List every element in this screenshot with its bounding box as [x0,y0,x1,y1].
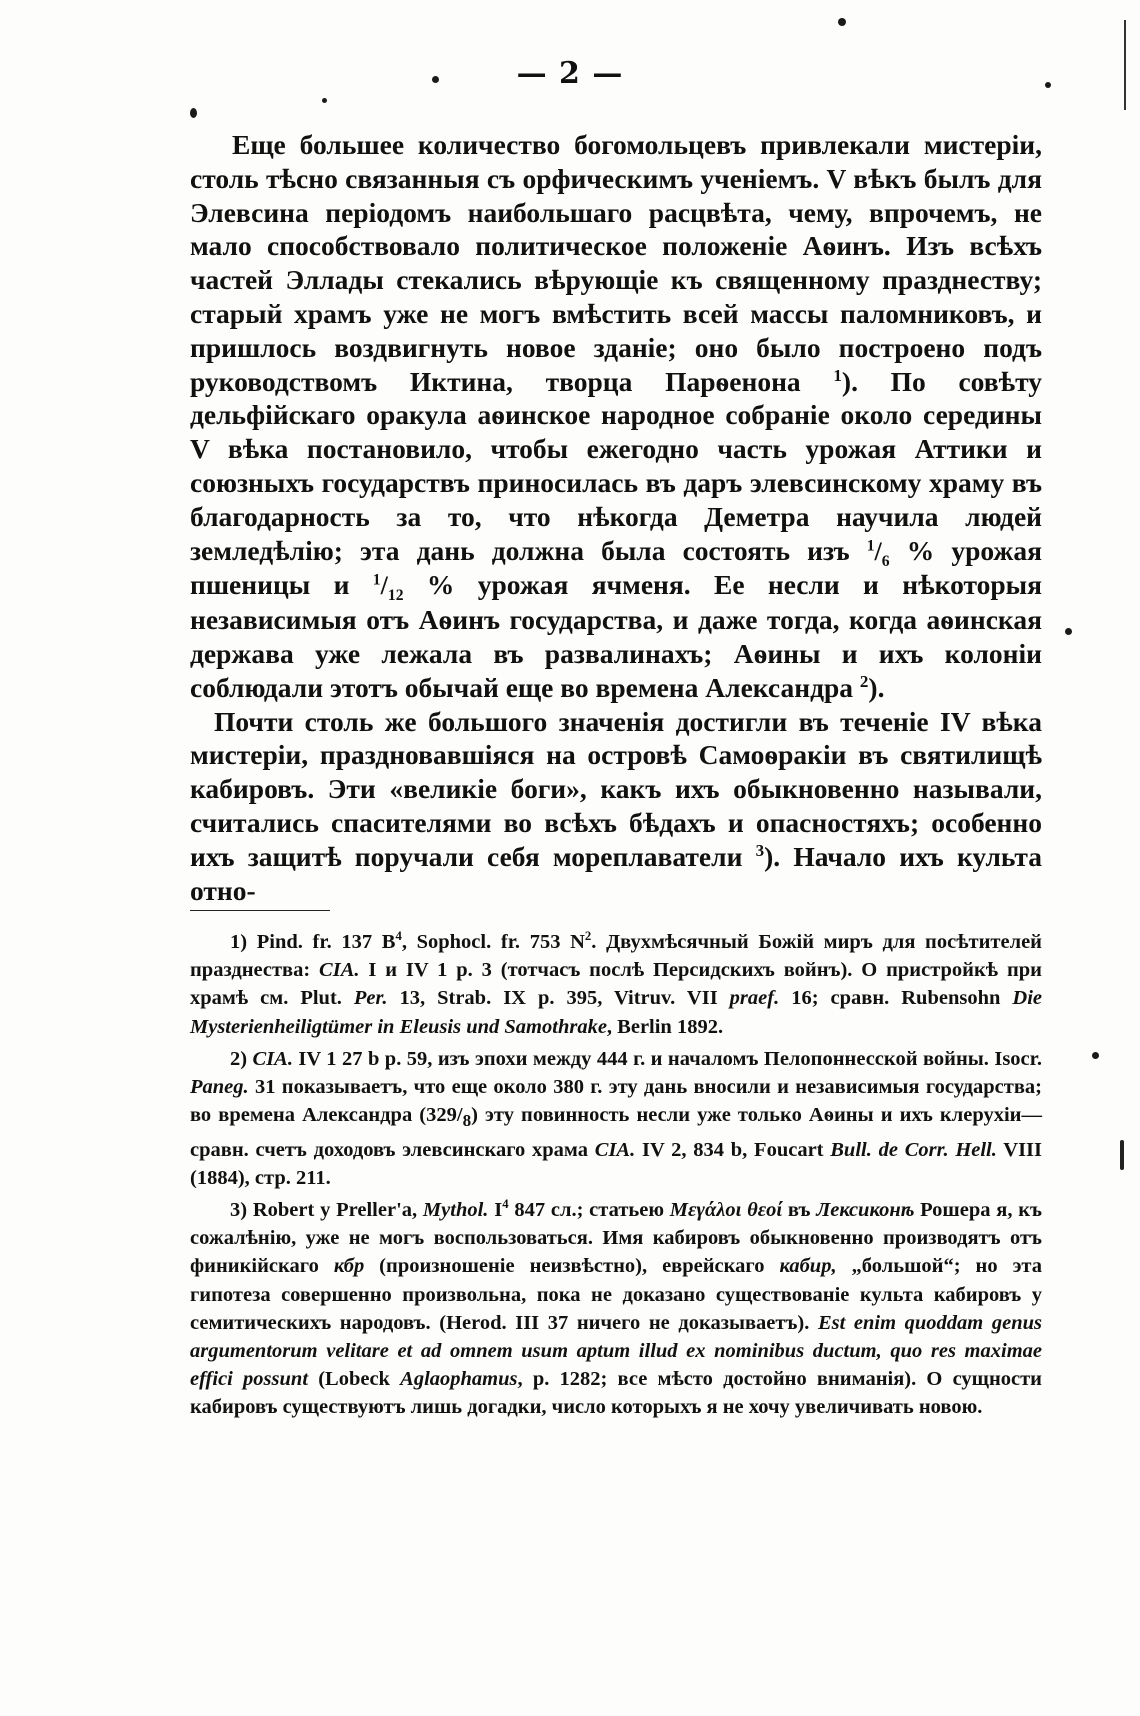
fraction: $^1/_{12}$ [372,571,404,605]
paragraph: Почти столь же большого значенія достигли въ теченіе IV вѣка мистеріи, праздновавшіяся на островѣ Самоѳракіи въ святилищѣ кабировъ. Эти «великіе боги», какъ ихъ обыкновенно называли, считались спасителями во всѣхъ бѣдахъ и опасностяхъ; особенно ихъ защитѣ поручали себя мореплаватели $^3$). Начало ихъ культа отно- [190,705,1042,906]
print-speck [1092,1052,1099,1059]
footnote-ref: 1 [833,365,842,385]
page-edge-mark-lower [1120,1140,1124,1170]
fraction: $^1/_6$ [866,536,890,570]
footnote-separator [190,910,330,911]
print-speck [190,108,197,118]
paragraph: Еще большее количество богомольцевъ привлекали мистеріи, столь тѣсно связанныя съ орфическимъ ученіемъ. V вѣкъ былъ для Элевсина періодомъ наибольшаго расцвѣта, чему, впрочемъ, не мало способствовало политическое положеніе Аѳинъ. Изъ всѣхъ частей Эллады стекались вѣрующіе къ священному празднеству; старый храмъ уже не могъ вмѣстить всей массы паломниковъ, и пришлось воздвигнуть новое зданіе; оно было построено подъ руководствомъ Иктина, творца Парѳенона $^1$). По совѣту дельфійскаго оракула аѳинское народное собраніе около середины V вѣка постановило, чтобы ежегодно часть урожая Аттики и союзныхъ государствъ приносилась въ даръ элевсинскому храму въ благодарность за то, что нѣкогда Деметра научила людей земледѣлію; эта дань должна была состоять изъ $^1/_6$ % урожая пшеницы и $^1/_{12}$ % урожая ячменя. Ее несли и нѣкоторыя независимыя отъ Аѳинъ государства, и даже тогда, когда аѳинская держава уже лежала въ развалинахъ; Аѳины и ихъ колоніи соблюдали этотъ обычай еще во времена Александра $^2$). [190,129,1043,703]
footnote-ref: 2 [859,671,869,691]
print-speck [1065,628,1072,635]
print-speck [322,98,327,103]
footnote-3: 3) Robert у Preller'a, Mythol. $I^4$ 847 сл.; статьею Μεγάλοι θεοί въ Лексиконѣ Рошера я, къ сожалѣнію, уже не могъ воспользоваться. Имя кабировъ обыкновенно производятъ отъ финикійскаго кбр (произношеніе неизвѣстно), еврейскаго кабир, „большой“; но эта гипотеза совершенно произвольна, пока не доказано существованіе культа кабировъ у семитическихъ народовъ. (Herod. III 37 ничего не доказываетъ). Est enim quoddam genus argumentorum velitare et ad omnem usum aptum illud ex nominibus ductum, quo res maximae effici possunt (Lobeck Aglaophamus, p. 1282; все мѣсто достойно вниманія). О сущности кабировъ существуютъ лишь догадки, число которыхъ я не хочу увеличивать новою. [190,1197,1043,1419]
footnote-2: 2) CIA. IV 1 27 b p. 59, изъ эпохи между 444 г. и началомъ Пелопоннесской войны. Isocr. Paneg. 31 показываетъ, что еще около 380 г. эту дань вносили и независимыя государства; во времена Александра $(329/_8)$ эту повинность несли уже только Аѳины и ихъ клерухіи—сравн. счетъ доходовъ элевсинскаго храма CIA. IV 2, 834 b, Foucart Bull. de Corr. Hell. VIII (1884), стр. 211. [190,1047,1043,1189]
footnote-1: 1) Pind. fr. 137 $B^4$, Sophocl. fr. 753 $N^2$. Двухмѣсячный Божій миръ для посѣтителей празднества: CIA. I и IV 1 p. 3 (тотчасъ послѣ Персидскихъ войнъ). О пристройкѣ при храмѣ см. Plut. Per. 13, Strab. IX p. 395, Vitruv. VII praef. 16; сравн. Rubensohn Die Mysterienheiligtümer in Eleusis und Samothrake, Berlin 1892. [190,929,1042,1038]
print-speck [838,18,846,26]
main-text [190,128,1042,907]
footnote-ref: 3 [755,840,765,860]
footnotes [190,928,1042,1426]
page-number: — 2 — [516,56,624,91]
